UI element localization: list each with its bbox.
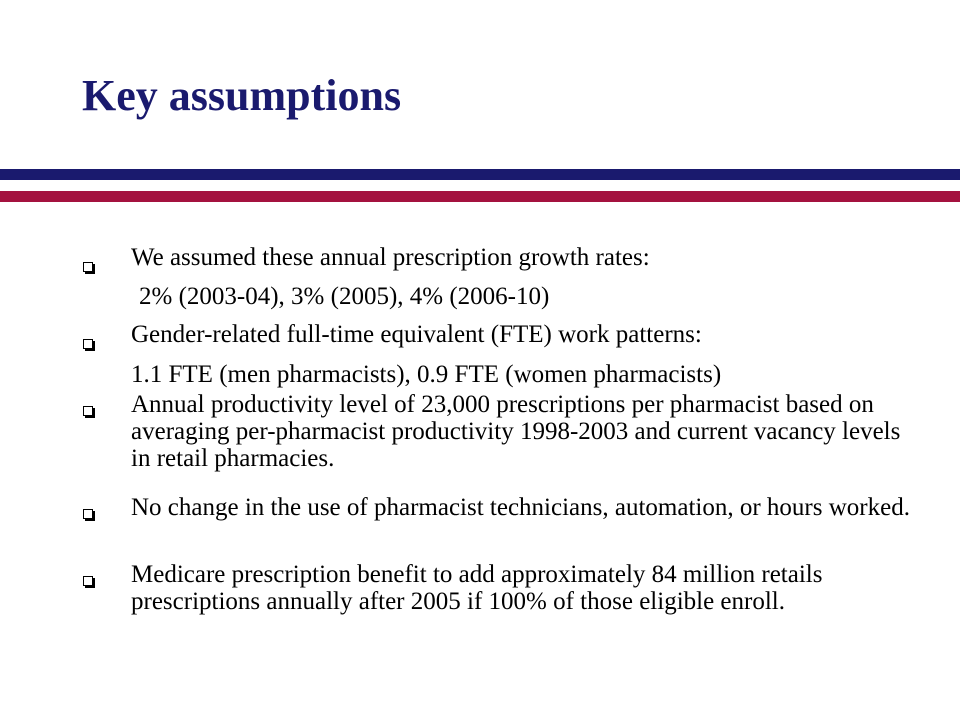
bullet-text: No change in the use of pharmacist technicians, automation, or hours worked. [131,494,910,521]
bullet-text: Medicare prescription benefit to add approximately 84 million retails prescriptions annually after 2005 if 100% of those eligible enroll. [131,561,823,615]
bullet-text: Annual productivity level of 23,000 prescriptions per pharmacist based on averaging per-pharmacist productivity 1998-2003 and current vacancy levels in retail pharmacies. [131,391,901,472]
bullet-subtext: 2% (2003-04), 3% (2005), 4% (2006-10) [139,283,550,310]
bullet-text: We assumed these annual prescription growth rates: [131,244,650,271]
bullet-subtext: 1.1 FTE (men pharmacists), 0.9 FTE (women pharmacists) [131,361,722,388]
square-bullet-icon [83,262,93,272]
slide-title: Key assumptions [82,71,402,120]
square-bullet-icon [83,406,93,416]
square-bullet-icon [83,509,93,519]
bullet-text: Gender-related full-time equivalent (FTE) work patterns: [131,321,702,348]
square-bullet-icon [83,339,93,349]
square-bullet-icon [83,576,93,586]
